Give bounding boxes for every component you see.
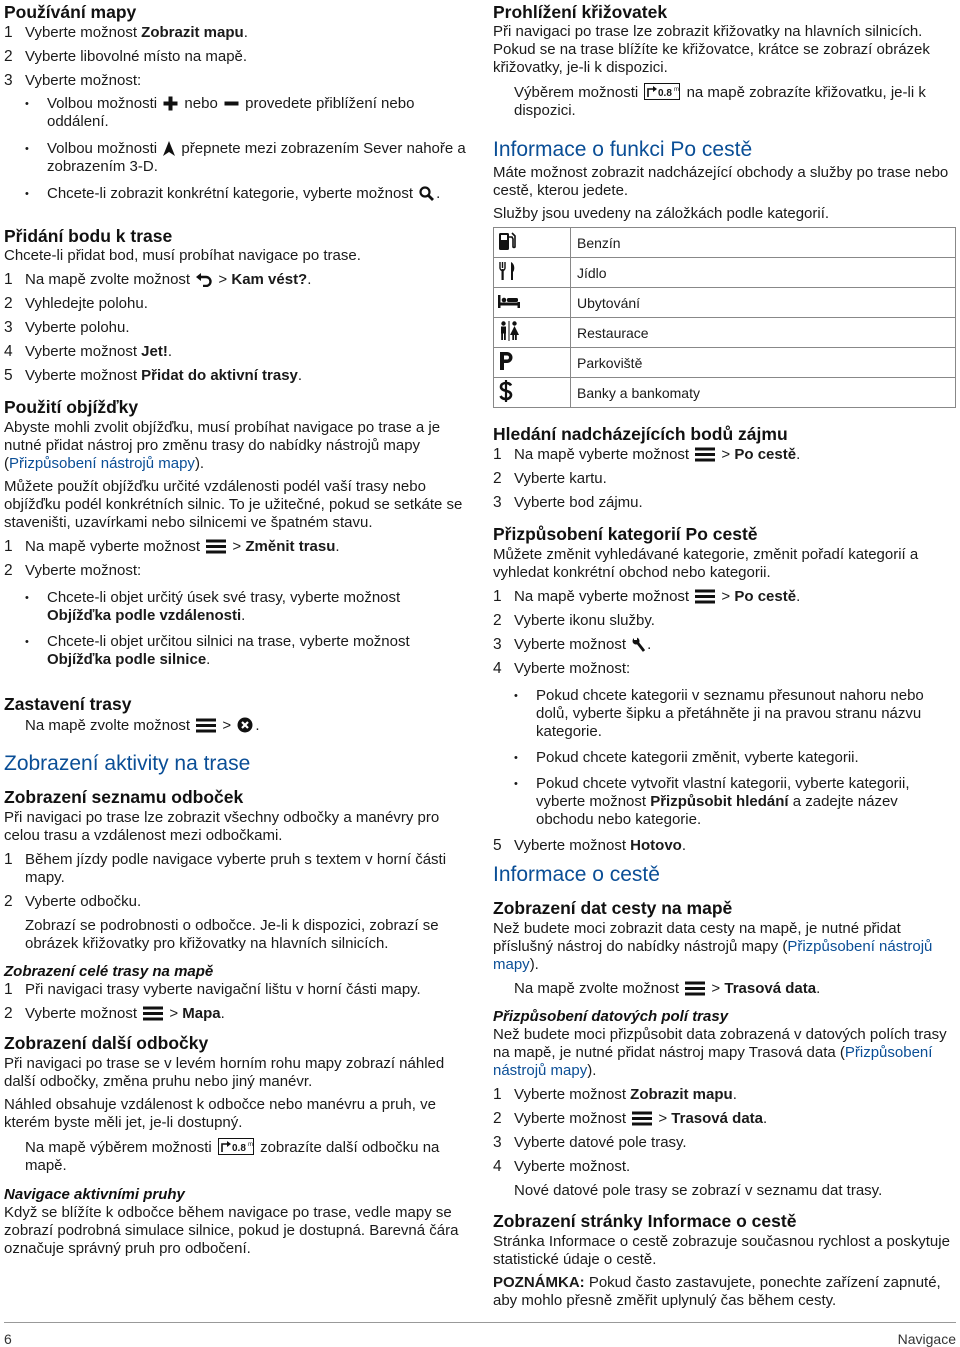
step-bold: Zobrazit mapu — [141, 24, 244, 41]
step — [4, 271, 470, 289]
text: Než budete moci zobrazit data cesty na mapě, je nutné přidat příslušný nástroj do nabídky nástrojů mapy ( — [493, 920, 901, 955]
text: . — [816, 980, 821, 997]
text: Abyste mohli zvolit objížďku, musí probíhat navigace po trase a je nutné přidat nástroj pro změnu trasy do nabídky nástrojů mapy ( — [4, 419, 441, 472]
step-text: Vyberte ikonu služby. — [514, 612, 655, 629]
list-item — [514, 775, 935, 829]
step-number: 4 — [4, 343, 13, 360]
instruction — [4, 717, 470, 735]
step-text: Vyberte možnost. — [514, 1158, 631, 1175]
step — [4, 562, 470, 580]
step-text: Během jízdy podle navigace vyberte pruh s textem v horní části mapy. — [25, 851, 447, 886]
step — [4, 24, 470, 42]
data-fields-steps — [493, 1086, 956, 1176]
note — [493, 1274, 956, 1310]
table-cell-label: Restaurace — [571, 318, 956, 348]
section-trip-info-page — [493, 1211, 956, 1310]
step — [493, 1086, 956, 1104]
paragraph: Stránka Informace o cestě zobrazuje současnou rychlost a poskytuje statistické údaje o cestě. — [493, 1233, 950, 1268]
paragraph — [4, 419, 470, 473]
table-cell-icon — [494, 318, 571, 348]
step — [4, 367, 470, 385]
step-text: . — [297, 367, 303, 384]
paragraph: Máte možnost zobrazit nadcházející obchody a služby po trase nebo cestě, kterou jedete. — [493, 164, 949, 199]
paragraph: Při navigaci po trase lze zobrazit všechny odbočky a manévry pro celou trasu a vzdálenost mezi odbočkami. — [4, 809, 440, 844]
step-text: . — [796, 588, 801, 605]
step-text: Vyberte kartu. — [514, 470, 607, 487]
subsection-title: Přizpůsobení datových polí trasy — [493, 1008, 729, 1025]
text: ). — [194, 455, 205, 472]
step — [4, 893, 470, 911]
step-text: . — [220, 1005, 225, 1022]
link-customize-map-tools[interactable]: Přizpůsobení nástrojů mapy — [493, 938, 933, 973]
paragraph: Můžete použít objížďku určité vzdálenosti podél vaší trasy nebo objížďku podél konkrétních silnic. To je užitečné, pokud se setkáte se staveništi, uzavírkami nebo silnicemi ve špatném stavu. — [4, 478, 463, 531]
step-number: 3 — [493, 494, 502, 511]
step-bold: Přidat do aktivní trasy — [141, 367, 298, 384]
step — [493, 612, 956, 630]
chapter-title: Zobrazení aktivity na trase — [4, 752, 251, 775]
instruction — [493, 83, 956, 120]
step-text: . — [647, 636, 652, 653]
step-text: Vyhledejte polohu. — [25, 295, 148, 312]
paragraph — [493, 920, 956, 974]
services-table — [493, 227, 956, 408]
step-detail: Nové datové pole trasy se zobrazí v seznamu dat trasy. — [514, 1182, 883, 1199]
step-text: . — [796, 446, 801, 463]
step-text: > — [169, 1005, 183, 1022]
list-item: • Pokud chcete kategorii v seznamu přesunout nahoru nebo dolů, vyberte šipku a přetáhněte ji na pravou stranu názvu kategorie. — [514, 687, 935, 741]
table-cell-icon — [494, 228, 571, 258]
text: . — [255, 717, 260, 734]
section-trip-data — [493, 898, 956, 998]
section-title: Zobrazení dat cesty na mapě — [493, 898, 733, 918]
page-number: 6 — [4, 1331, 12, 1347]
text: . — [241, 607, 246, 624]
chapter-title: Informace o funkci Po cestě — [493, 138, 753, 161]
step-bold: Změnit trasu — [245, 538, 336, 555]
paragraph: Služby jsou uvedeny na záložkách podle kategorií. — [493, 205, 830, 222]
instruction — [493, 980, 956, 998]
junction-view-icon — [644, 83, 680, 100]
step-text: . — [335, 538, 340, 555]
lodging-icon — [498, 293, 520, 309]
list-item — [25, 95, 470, 131]
section-title: Používání mapy — [4, 2, 137, 22]
step — [4, 538, 470, 556]
step-text: . — [243, 24, 248, 41]
step-number: 4 — [493, 1158, 502, 1175]
text: provedete přiblížení nebo oddálení. — [47, 95, 415, 130]
text: Volbou možnosti — [47, 140, 158, 157]
turn-preview-icon — [218, 1138, 254, 1155]
text: . — [206, 651, 211, 668]
menu-icon — [695, 589, 715, 604]
section-title: Prohlížení křižovatek — [493, 2, 668, 22]
step-text: Vyberte možnost — [514, 1086, 631, 1103]
step-text: Na mapě zvolte možnost — [25, 271, 191, 288]
section-along-route — [493, 164, 956, 223]
step-text: Při navigaci trasy vyberte navigační lištu v horní části mapy. — [25, 981, 421, 998]
table-row — [494, 348, 956, 378]
step-number: 1 — [4, 981, 13, 998]
section-next-turn — [4, 1033, 470, 1175]
step-bold: Hotovo — [630, 837, 682, 854]
step-number: 1 — [493, 446, 502, 463]
step-text: > — [658, 1110, 672, 1127]
text: na mapě zobrazíte křižovatku, je-li k dispozici. — [514, 84, 926, 119]
step-text: > — [218, 271, 232, 288]
section-title: Hledání nadcházejících bodů zájmu — [493, 424, 788, 444]
table-cell-icon — [494, 348, 571, 378]
paragraph: Když se blížíte k odbočce během navigace po trase, vedle mapy se zobrazí podrobná simulace silnice, pokud je dostupná. Barevná čára označuje správný pruh pro odbočení. — [4, 1204, 459, 1257]
text: zobrazíte další odbočku na mapě. — [25, 1139, 440, 1174]
step-number: 1 — [493, 1086, 502, 1103]
text: > — [711, 980, 725, 997]
menu-icon — [695, 447, 715, 462]
step — [493, 636, 956, 654]
step-text: Vyberte libovolné místo na mapě. — [25, 48, 248, 65]
table-cell-icon — [494, 378, 571, 408]
table-cell-label: Parkoviště — [571, 348, 956, 378]
section-find-poi — [493, 424, 956, 518]
table-row — [494, 288, 956, 318]
step-number: 1 — [4, 271, 13, 288]
step — [4, 319, 470, 337]
paragraph: Můžete změnit vyhledávané kategorie, změnit pořadí kategorií a vyhledat konkrétní obchod nebo kategorii. — [493, 546, 919, 581]
text: Než budete moci přizpůsobit data zobrazená v datových polích trasy na mapě, je nutné přidat nástroj mapy Trasová data ( — [493, 1026, 947, 1061]
table-row — [494, 228, 956, 258]
subsection-title: Navigace aktivními pruhy — [4, 1186, 185, 1203]
step-number: 3 — [4, 72, 13, 89]
full-route-steps — [4, 981, 470, 1023]
step-bold: Mapa — [182, 1005, 221, 1022]
using-map-steps — [4, 24, 470, 96]
step-text: Vyberte možnost — [25, 1005, 137, 1022]
step-number: 2 — [493, 612, 502, 629]
step-text: Vyberte bod zájmu. — [514, 494, 643, 511]
step-text: . — [732, 1086, 737, 1103]
step — [4, 851, 470, 887]
menu-icon — [206, 539, 226, 554]
instruction — [4, 1138, 470, 1175]
table-cell-icon — [494, 258, 571, 288]
table-cell-icon — [494, 288, 571, 318]
step-bold: Trasová data — [671, 1110, 763, 1127]
step-text: Na mapě vyberte možnost — [25, 538, 201, 555]
step-text: Vyberte polohu. — [25, 319, 130, 336]
text: Na mapě výběrem možnosti — [25, 1139, 212, 1156]
table-cell-label: Ubytování — [571, 288, 956, 318]
table-cell-label: Jídlo — [571, 258, 956, 288]
list-item — [25, 589, 449, 625]
paragraph: Při navigaci po trase lze zobrazit křižovatky na hlavních silnicích. Pokud se na trase blížíte ke křižovatce, krátce se zobrazí obrázek křižovatky, je-li k dispozici. — [493, 23, 930, 76]
text: Chcete-li objet určitou silnici na trase, vyberte možnost — [47, 633, 410, 650]
instruction-bold: Trasová data — [724, 980, 817, 997]
svg-text:0.8: 0.8 — [658, 88, 673, 99]
table-row — [494, 318, 956, 348]
step-number: 3 — [493, 1134, 502, 1151]
section-lane-guidance — [4, 1185, 470, 1258]
step-bold: Po cestě — [734, 446, 797, 463]
text: a zadejte název obchodu nebo kategorie. — [536, 793, 898, 828]
customize-steps — [493, 588, 956, 678]
add-point-steps — [4, 271, 470, 385]
step-text: . — [681, 837, 687, 854]
note-label: POZNÁMKA: — [493, 1274, 585, 1291]
paragraph: Náhled obsahuje vzdálenost k odbočce nebo manévru a pruh, ve kterém byste měli jet, je-li dostupný. — [4, 1096, 436, 1131]
step-number: 4 — [493, 660, 502, 677]
step-number: 2 — [4, 893, 13, 910]
step — [493, 1134, 956, 1152]
text: > — [222, 717, 232, 734]
step — [493, 1110, 956, 1128]
section-intro: Chcete-li přidat bod, musí probíhat navigace po trase. — [4, 247, 361, 264]
step-bold: Po cestě — [734, 588, 797, 605]
note-text: Pokud často zastavujete, ponechte zařízení zapnuté, aby mohlo přesně změřit uplynulý čas během cesty. — [493, 1274, 941, 1309]
section-add-point — [4, 226, 470, 391]
step-text: Vyberte možnost — [25, 343, 142, 360]
map-view-arrow-icon — [163, 141, 175, 156]
step-number: 3 — [4, 319, 13, 336]
svg-text:mi: mi — [247, 1142, 254, 1148]
link-customize-map-tools[interactable]: Přizpůsobení nástrojů mapy — [9, 455, 195, 472]
step-number: 2 — [4, 48, 13, 65]
step-text: Vyberte možnost: — [25, 72, 142, 89]
text: ). — [587, 1062, 597, 1079]
wrench-icon — [632, 637, 645, 652]
search-icon — [419, 186, 434, 201]
text: . — [436, 185, 441, 202]
menu-icon — [196, 718, 216, 733]
step-text: > — [232, 538, 246, 555]
fuel-icon — [498, 231, 516, 251]
section-title: Zobrazení seznamu odboček — [4, 787, 244, 807]
step — [4, 295, 470, 313]
step-number: 2 — [493, 470, 502, 487]
option-bold: Objížďka podle vzdálenosti — [47, 607, 242, 624]
text: Na mapě zvolte možnost — [514, 980, 680, 997]
step — [493, 660, 956, 678]
step-number: 5 — [4, 367, 13, 384]
dollar-icon — [498, 380, 514, 402]
table-row — [494, 258, 956, 288]
section-title: Zobrazení další odbočky — [4, 1033, 209, 1053]
step-number: 2 — [493, 1110, 502, 1127]
section-title: Zastavení trasy — [4, 694, 132, 714]
section-title: Zobrazení stránky Informace o cestě — [493, 1211, 797, 1231]
step-text: Vyberte možnost — [514, 1110, 626, 1127]
step — [493, 1158, 956, 1176]
list-item: • Pokud chcete kategorii změnit, vyberte kategorii. — [514, 749, 935, 767]
step-number: 1 — [4, 24, 13, 41]
step — [4, 48, 470, 66]
list-item — [25, 633, 449, 669]
svg-text:0.8: 0.8 — [231, 1143, 246, 1154]
restroom-icon — [498, 321, 520, 341]
using-map-bullets — [4, 95, 470, 208]
section-using-map — [4, 2, 470, 22]
subsection-title: Zobrazení celé trasy na mapě — [4, 963, 214, 980]
table-cell-label: Banky a bankomaty — [571, 378, 956, 408]
step — [493, 588, 956, 606]
step-number: 3 — [493, 636, 502, 653]
find-poi-steps — [493, 446, 956, 512]
step-number: 2 — [4, 1005, 13, 1022]
parking-icon — [498, 351, 514, 371]
step-number: 1 — [4, 538, 13, 555]
step-text: Vyberte možnost — [25, 24, 142, 41]
step-text: Vyberte možnost: — [514, 660, 631, 677]
step — [4, 981, 470, 999]
link-customize-map-tools[interactable]: Přizpůsobení nástrojů mapy — [493, 1044, 933, 1079]
section-title: Použití objížďky — [4, 397, 139, 417]
stop-icon — [237, 717, 253, 733]
step-text: . — [307, 271, 312, 288]
step-text: . — [167, 343, 173, 360]
menu-icon — [685, 981, 705, 996]
step — [493, 446, 956, 464]
text: Chcete-li objet určitý úsek své trasy, vyberte možnost — [47, 589, 401, 606]
text: Chcete-li zobrazit konkrétní kategorie, vyberte možnost — [47, 185, 413, 202]
food-icon — [498, 261, 518, 281]
section-customize-categories — [493, 524, 956, 861]
section-full-route — [4, 962, 470, 1029]
step-number: 5 — [493, 837, 502, 854]
page-footer — [4, 1322, 956, 1347]
step-text: . — [763, 1110, 768, 1127]
text: Volbou možnosti — [47, 95, 158, 112]
step — [493, 837, 956, 855]
zoom-out-icon — [224, 96, 239, 111]
text: Pokud chcete vytvořit vlastní kategorii, vyberte kategorii, vyberte možnost — [536, 775, 910, 810]
chapter-title: Informace o cestě — [493, 863, 660, 886]
step-text: Vyberte možnost: — [25, 562, 142, 579]
table-cell-label: Benzín — [571, 228, 956, 258]
list-item — [25, 185, 470, 203]
step-text: Na mapě vyberte možnost — [514, 446, 690, 463]
step-text: > — [721, 588, 735, 605]
step-bold: Jet! — [141, 343, 168, 360]
step-number: 2 — [4, 295, 13, 312]
text: nebo — [184, 95, 218, 112]
detour-steps — [4, 538, 470, 580]
footer-section: Navigace — [897, 1331, 956, 1347]
paragraph: Při navigaci po trase se v levém horním rohu mapy zobrazí náhled další odbočky, změna pruhu nebo jiný manévr. — [4, 1055, 445, 1090]
section-data-fields — [493, 1007, 956, 1200]
step-bold: Kam vést? — [231, 271, 308, 288]
option-bold: Objížďka podle silnice — [47, 651, 207, 668]
step — [4, 1005, 470, 1023]
step-text: Vyberte možnost — [514, 636, 626, 653]
menu-icon — [143, 1006, 163, 1021]
step — [4, 72, 470, 90]
text: Výběrem možnosti — [514, 84, 639, 101]
section-detour — [4, 397, 470, 674]
detour-options — [4, 589, 449, 669]
step — [493, 494, 956, 512]
back-arrow-icon — [196, 272, 212, 287]
step — [4, 343, 470, 361]
menu-icon — [632, 1111, 652, 1126]
option-bold: Přizpůsobit hledání — [650, 793, 789, 810]
paragraph — [493, 1026, 956, 1080]
step-text: > — [721, 446, 735, 463]
section-junctions — [493, 2, 956, 120]
turn-list-steps — [4, 851, 470, 911]
step-text: Vyberte datové pole trasy. — [514, 1134, 687, 1151]
zoom-in-icon — [163, 96, 178, 111]
step-number: 1 — [4, 851, 13, 868]
step-bold: Zobrazit mapu — [630, 1086, 733, 1103]
section-title: Přidání bodu k trase — [4, 226, 173, 246]
step-text: Na mapě vyberte možnost — [514, 588, 690, 605]
text: Na mapě zvolte možnost — [25, 717, 191, 734]
step-number: 2 — [4, 562, 13, 579]
section-stop-route — [4, 694, 470, 735]
text: přepnete mezi zobrazením Sever nahoře a zobrazením 3-D. — [47, 140, 466, 175]
step — [493, 470, 956, 488]
customize-final-step — [493, 837, 956, 855]
text: ). — [529, 956, 539, 973]
step-text: Vyberte možnost — [25, 367, 142, 384]
step-text: Vyberte odbočku. — [25, 893, 142, 910]
step-text: Vyberte možnost — [514, 837, 631, 854]
step-detail: Zobrazí se podrobnosti o odbočce. Je-li k dispozici, zobrazí se obrázek křižovatky pro křižovatky na hlavních silnicích. — [25, 917, 439, 952]
svg-text:mi: mi — [674, 87, 681, 93]
section-turn-list — [4, 787, 470, 953]
customize-options — [493, 687, 935, 829]
section-title: Přizpůsobení kategorií Po cestě — [493, 524, 758, 544]
list-item — [25, 140, 470, 176]
step-number: 1 — [493, 588, 502, 605]
table-row — [494, 378, 956, 408]
